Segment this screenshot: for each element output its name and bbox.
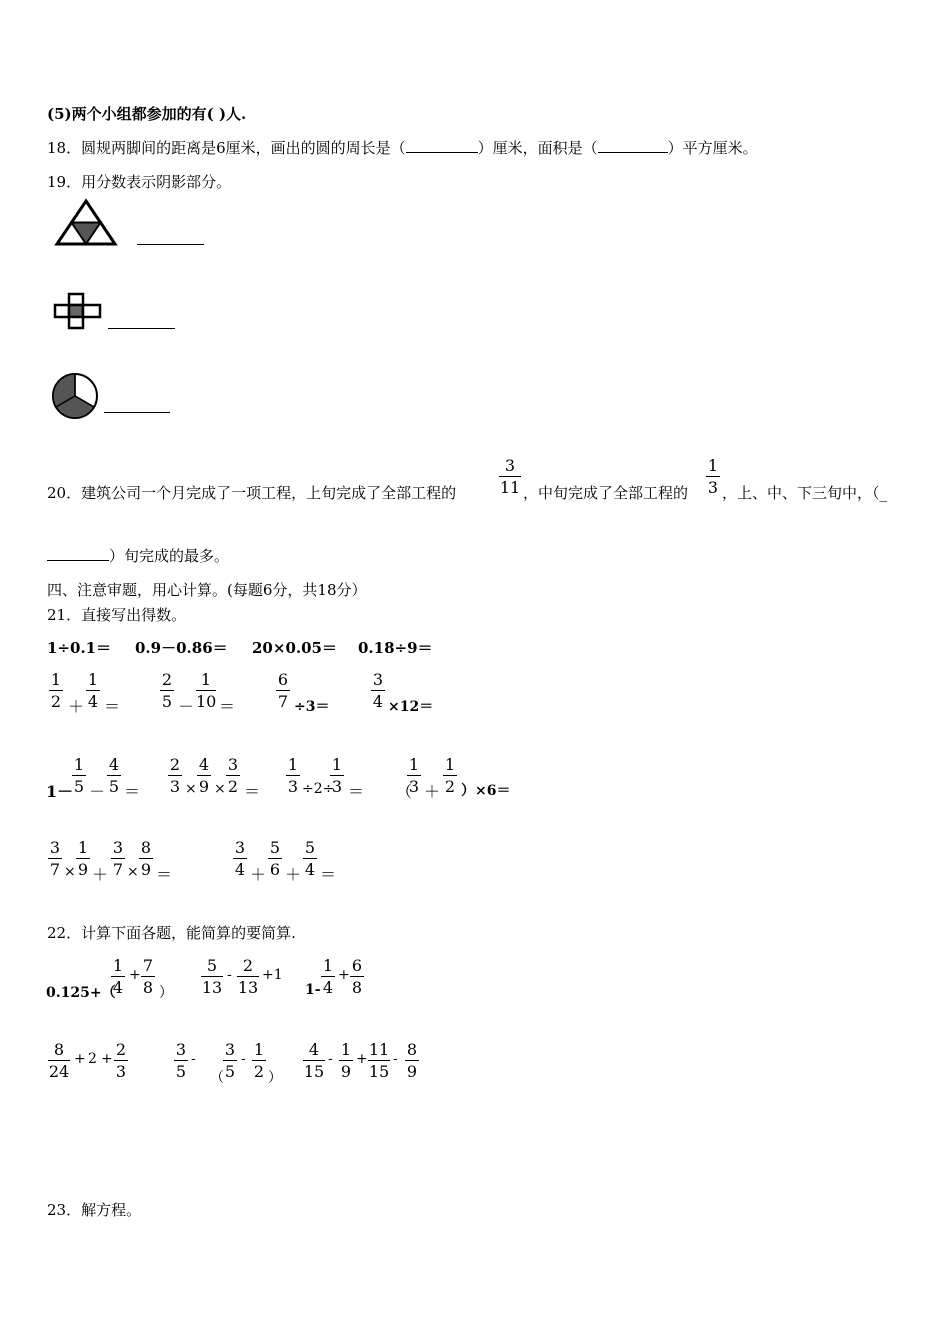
q21-r3-e4-frac-a: $\frac{1}{3}$ xyxy=(408,755,420,796)
q22-r1-e1-frac-b: $\frac{7}{8}$ xyxy=(142,956,154,997)
q19-title: 19．用分数表示阴影部分。 xyxy=(47,173,232,191)
q22-r1-e3-pre: 1- xyxy=(305,982,321,998)
q19-blank-3[interactable] xyxy=(104,412,170,413)
q21-r2-e4-tail: ×12＝ xyxy=(388,699,434,715)
q21-r3-e2-eq: ＝ xyxy=(244,782,261,801)
q21-r3-e1-frac-b: $\frac{4}{5}$ xyxy=(108,755,120,796)
q21-r4-e1-frac-d: $\frac{8}{9}$ xyxy=(140,838,152,879)
q22-r2-e3-frac-a: $\frac{4}{15}$ xyxy=(303,1040,325,1081)
q21-r3-e4-pre: （ xyxy=(396,782,413,801)
q21-r4-e2-frac-a: $\frac{3}{4}$ xyxy=(234,838,246,879)
triangle-figure xyxy=(52,198,122,248)
q20-text-c: ，上、中、下三旬中，（_ xyxy=(722,484,888,502)
question-18 xyxy=(47,137,758,158)
q20-blank[interactable] xyxy=(47,546,109,561)
q20-fraction-second: $\frac{1}{3}$ xyxy=(707,456,719,497)
q22-r1-e2-frac-b: $\frac{2}{13}$ xyxy=(237,956,259,997)
q21-r3-e2-op1: × xyxy=(185,781,197,797)
q21-r3-e2-frac-a: $\frac{2}{3}$ xyxy=(169,755,181,796)
q19-blank-2[interactable] xyxy=(108,328,175,329)
q21-r3-e3-frac-b: $\frac{1}{3}$ xyxy=(331,755,343,796)
q21-r3-e2-frac-c: $\frac{3}{2}$ xyxy=(227,755,239,796)
q22-r2-e1-frac-b: $\frac{2}{3}$ xyxy=(115,1040,127,1081)
q22-r2-e1-frac-a: $\frac{8}{24}$ xyxy=(48,1040,70,1081)
q22-r2-e2-close: ） xyxy=(268,1070,282,1086)
q18-text-a: 18．圆规两脚间的距离是6厘米，画出的圆的周长是（ xyxy=(47,139,406,157)
q21-r4-e2-eq: ＝ xyxy=(320,865,337,884)
q21-r3-e3-eq: ＝ xyxy=(348,782,365,801)
q21-r4-e1-frac-b: $\frac{1}{9}$ xyxy=(77,838,89,879)
q21-r2-e2-frac-b: $\frac{1}{10}$ xyxy=(196,670,217,711)
q17-part5: (5)两个小组都参加的有( )人. xyxy=(47,105,247,123)
q20-fraction-first: $\frac{3}{11}$ xyxy=(499,456,521,497)
q21-row1-expr-4: 0.18÷9＝ xyxy=(358,639,433,657)
q21-r2-e1-op: ＋ xyxy=(68,697,85,716)
q22-r2-e3-frac-c: $\frac{11}{15}$ xyxy=(368,1040,390,1081)
q22-r2-e2-open: （ xyxy=(210,1070,224,1086)
q21-r3-e1-eq: ＝ xyxy=(124,782,141,801)
q21-r2-e2-op: － xyxy=(178,697,195,716)
q21-r4-e1-eq: ＝ xyxy=(156,865,173,884)
q20-text-d: ）旬完成的最多。 xyxy=(109,547,230,565)
q22-r1-e3-op: + xyxy=(338,967,350,983)
q22-r2-e1-op2: + xyxy=(101,1051,113,1067)
q20-line2 xyxy=(47,545,229,566)
q22-r2-e1-op1: + xyxy=(74,1051,86,1067)
q22-r1-e1-tail: ） xyxy=(159,985,173,1001)
q22-r2-e3-op3: - xyxy=(393,1051,398,1067)
q22-r1-e1-frac-a: $\frac{1}{4}$ xyxy=(112,956,124,997)
q21-r2-e4-frac: $\frac{3}{4}$ xyxy=(372,670,384,711)
q21-row1-expr-3: 20×0.05＝ xyxy=(252,639,337,657)
q21-r4-e1-op3: × xyxy=(127,864,139,880)
q22-r1-e3-frac-b: $\frac{6}{8}$ xyxy=(351,956,363,997)
q18-text-b: ）厘米，面积是（ xyxy=(477,139,598,157)
q21-r4-e2-op2: ＋ xyxy=(285,865,302,884)
q18-text-c: ）平方厘米。 xyxy=(667,139,758,157)
q22-r2-e2-op1: - xyxy=(191,1051,196,1067)
q20-text-b: ，中旬完成了全部工程的 xyxy=(523,484,689,502)
circle-figure xyxy=(50,372,102,420)
q21-r2-e2-frac-a: $\frac{2}{5}$ xyxy=(161,670,173,711)
q21-r2-e3-tail: ÷3＝ xyxy=(294,699,330,715)
q21-r4-e1-frac-c: $\frac{3}{7}$ xyxy=(112,838,124,879)
q21-r4-e2-frac-b: $\frac{5}{6}$ xyxy=(269,838,281,879)
cross-figure xyxy=(52,292,108,330)
q21-r3-e1-op: － xyxy=(89,782,106,801)
q22-r2-e2-frac-a: $\frac{3}{5}$ xyxy=(175,1040,187,1081)
q21-r2-e1-frac-a: $\frac{1}{2}$ xyxy=(50,670,62,711)
section-4-heading: 四、注意审题，用心计算。(每题6分，共18分） xyxy=(47,581,367,599)
q21-r3-e4-op: ＋ xyxy=(424,782,441,801)
q22-r1-e1-pre: 0.125+（ xyxy=(46,985,116,1001)
q22-r2-e3-frac-b: $\frac{1}{9}$ xyxy=(340,1040,352,1081)
q21-r4-e2-op1: ＋ xyxy=(250,865,267,884)
q21-r3-e1-frac-a: $\frac{1}{5}$ xyxy=(73,755,85,796)
q22-r2-e2-frac-c: $\frac{1}{2}$ xyxy=(253,1040,265,1081)
q22-r2-e2-op2: - xyxy=(241,1051,246,1067)
q21-r3-e4-tail: ）×6＝ xyxy=(461,783,511,799)
q21-r4-e1-op2: ＋ xyxy=(92,865,109,884)
q22-r1-e3-frac-a: $\frac{1}{4}$ xyxy=(322,956,334,997)
q21-row1-expr-1: 1÷0.1＝ xyxy=(47,639,112,657)
q21-r4-e2-frac-c: $\frac{5}{4}$ xyxy=(304,838,316,879)
q21-r4-e1-op1: × xyxy=(64,864,76,880)
q22-r2-e1-mid: 2 xyxy=(88,1051,97,1067)
q23-title: 23．解方程。 xyxy=(47,1201,142,1219)
q21-title: 21．直接写出得数。 xyxy=(47,606,187,624)
q21-row1-expr-2: 0.9－0.86＝ xyxy=(135,639,228,657)
q22-r2-e3-op2: + xyxy=(356,1051,368,1067)
q18-blank-area[interactable] xyxy=(598,138,668,153)
q22-r1-e2-op: - xyxy=(227,967,232,983)
q21-r4-e1-frac-a: $\frac{3}{7}$ xyxy=(49,838,61,879)
q20-text-a: 20．建筑公司一个月完成了一项工程，上旬完成了全部工程的 xyxy=(47,484,457,502)
q22-r2-e3-frac-d: $\frac{8}{9}$ xyxy=(406,1040,418,1081)
q22-r2-e3-op1: - xyxy=(328,1051,333,1067)
q21-r3-e1-pre: 1－ xyxy=(46,782,74,801)
q22-r1-e2-tail: +1 xyxy=(262,967,283,983)
q21-r3-e3-mid: ÷2÷ xyxy=(302,781,335,797)
q19-blank-1[interactable] xyxy=(137,244,204,245)
q21-r3-e2-frac-b: $\frac{4}{9}$ xyxy=(198,755,210,796)
q18-blank-circumference[interactable] xyxy=(406,138,478,153)
q21-r2-e1-frac-b: $\frac{1}{4}$ xyxy=(87,670,99,711)
q22-title: 22．计算下面各题，能简算的要简算. xyxy=(47,924,296,942)
q21-r3-e2-op2: × xyxy=(214,781,226,797)
q21-r2-e2-eq: ＝ xyxy=(219,697,236,716)
q22-r2-e2-frac-b: $\frac{3}{5}$ xyxy=(224,1040,236,1081)
q21-r2-e1-eq: ＝ xyxy=(104,697,121,716)
q21-r2-e3-frac: $\frac{6}{7}$ xyxy=(277,670,289,711)
q21-r3-e3-frac-a: $\frac{1}{3}$ xyxy=(287,755,299,796)
q22-r1-e2-frac-a: $\frac{5}{13}$ xyxy=(201,956,223,997)
q21-r3-e4-frac-b: $\frac{1}{2}$ xyxy=(444,755,456,796)
q22-r1-e1-op: + xyxy=(129,967,141,983)
